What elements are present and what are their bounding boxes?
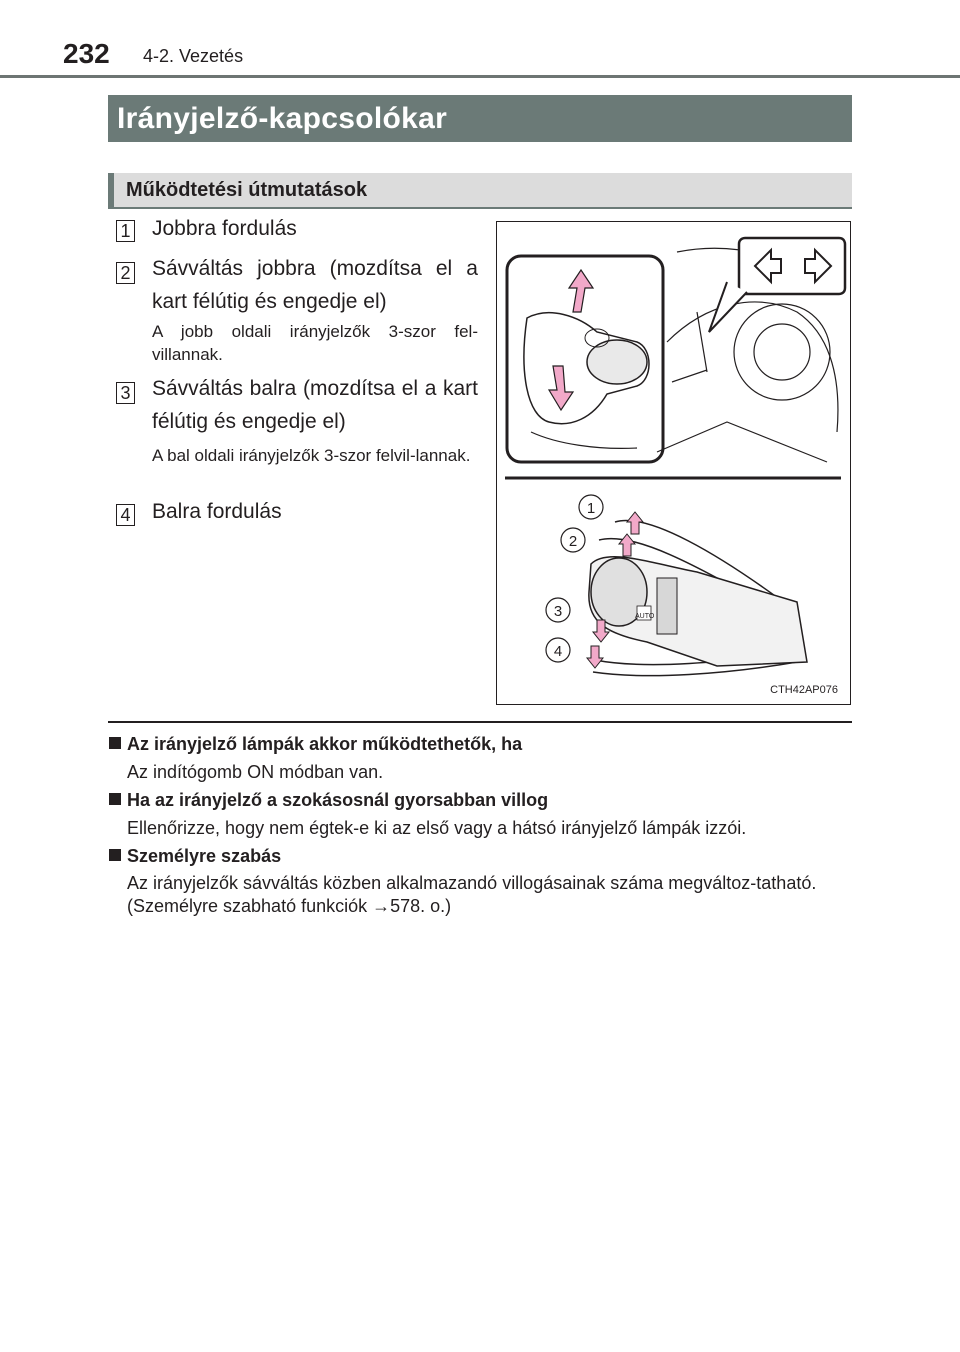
callout-2-label: 2 — [568, 533, 578, 550]
note-2-heading-text: Ha az irányjelző a szokásosnál gyorsabban villog — [127, 790, 549, 810]
note-3-heading — [109, 846, 281, 867]
chapter-title: 4-2. Vezetés — [143, 46, 244, 66]
note-3-body: Az irányjelzők sávváltás közben alkalmazandó villogásainak száma megváltoz-tatható. (Személyre szabható funkciók →578. o.) — [127, 873, 817, 916]
figure-code: CTH42AP076 — [770, 684, 838, 696]
page-number: 232 — [63, 38, 110, 69]
note-2-heading — [109, 790, 548, 811]
note-1-heading — [109, 734, 522, 755]
note-1-body: Az indítógomb ON módban van. — [127, 762, 384, 782]
callout-4-label: 4 — [553, 643, 563, 660]
step-3-text: Sávváltás balra (mozdítsa el a kart félútig és engedje el) — [152, 377, 478, 433]
section-title: Irányjelző-kapcsolókar — [108, 95, 852, 142]
step-2-number: 2 — [116, 262, 135, 284]
turn-signal-illustration — [496, 221, 851, 705]
arrow-1-icon — [627, 512, 643, 534]
turn-signal-indicator-bubble — [709, 238, 845, 332]
bullet-square-icon — [109, 849, 121, 861]
arrow-4-icon — [587, 646, 603, 668]
section-divider — [108, 721, 852, 723]
step-2-text: Sávváltás jobbra (mozdítsa el a kart félútig és engedje el) — [152, 257, 478, 313]
step-4-number: 4 — [116, 504, 135, 526]
subsection-rule — [108, 207, 852, 209]
note-1-heading-text: Az irányjelző lámpák akkor működtethetők, ha — [127, 734, 523, 754]
note-3-heading-text: Személyre szabás — [127, 846, 282, 866]
note-2-body: Ellenőrizze, hogy nem égtek-e ki az első vagy a hátsó irányjelző lámpák izzói. — [127, 818, 747, 838]
step-3-note: A bal oldali irányjelzők 3-szor felvil-lannak. — [152, 446, 471, 465]
step-1-text: Jobbra fordulás — [152, 217, 297, 240]
step-1-number: 1 — [116, 220, 135, 242]
auto-label: AUTO — [635, 613, 655, 620]
illustration-drawing — [497, 222, 849, 703]
step-3-number: 3 — [116, 382, 135, 404]
callout-3-label: 3 — [553, 603, 563, 620]
header-rule — [0, 75, 960, 78]
step-2-note: A jobb oldali irányjelzők 3-szor fel-villannak. — [152, 322, 478, 364]
arrow-2-icon — [619, 534, 635, 556]
subsection-title: Működtetési útmutatások — [108, 173, 852, 207]
stalk-body — [589, 557, 807, 666]
callout-1-label: 1 — [586, 500, 596, 517]
bullet-square-icon — [109, 737, 121, 749]
bullet-square-icon — [109, 793, 121, 805]
step-4-text: Balra fordulás — [152, 500, 282, 523]
